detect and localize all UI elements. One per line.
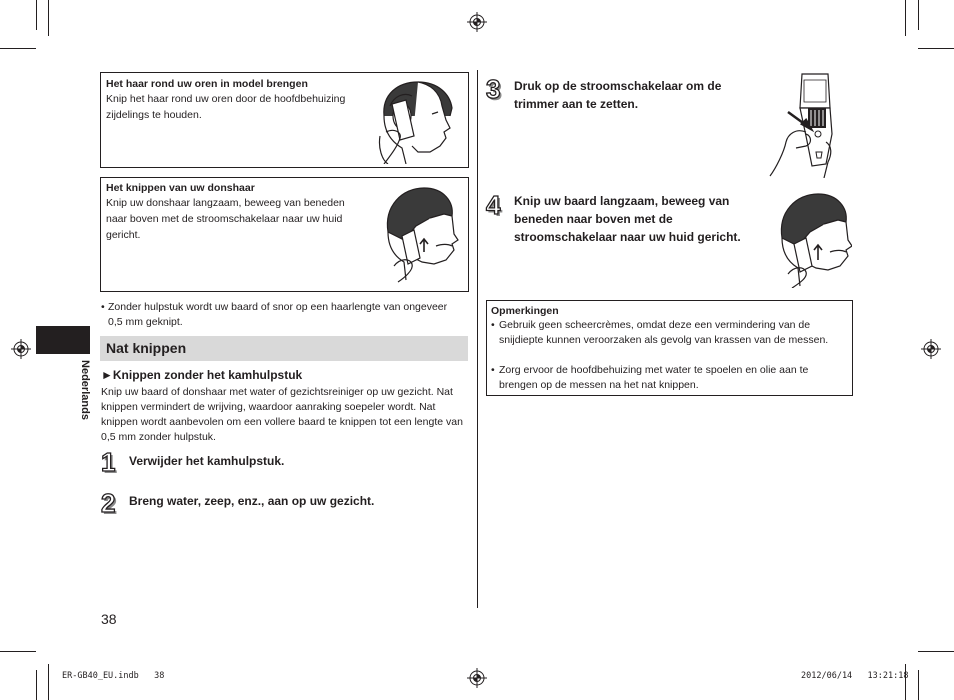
notes-item: Gebruik geen scheercrèmes, omdat deze een vermindering van de snijdiepte kunnen veroorzaken als gevolg van krassen van de messen.	[499, 319, 829, 346]
step-text: Verwijder het kamhulpstuk.	[129, 454, 285, 468]
tip-box-title: Het knippen van uw donshaar	[106, 182, 255, 194]
tip-box-body: Knip het haar rond uw oren door de hoofdbehuizing zijdelings te houden.	[106, 93, 346, 121]
column-divider	[477, 70, 478, 608]
step-text: Breng water, zeep, enz., aan op uw gezicht.	[129, 494, 375, 508]
crop-mark	[918, 48, 954, 49]
step-text: Druk op de stroomschakelaar om de trimmer aan te zetten.	[514, 79, 722, 111]
tip-box-body: Knip uw donshaar langzaam, beweeg van beneden naar boven met de stroomschakelaar naar uw huid gericht.	[106, 197, 345, 241]
crop-mark	[48, 664, 49, 700]
downy-hair-trimming-illustration	[374, 184, 462, 284]
beard-trimming-illustration	[768, 190, 852, 288]
crop-mark	[36, 0, 37, 30]
crop-mark	[918, 651, 954, 652]
notes-item: Zorg ervoor de hoofdbehuizing met water te spoelen en olie aan te brengen op de messen na het nat knippen.	[499, 364, 809, 391]
tip-box-title: Het haar rond uw oren in model brengen	[106, 78, 308, 90]
crop-mark	[905, 0, 906, 36]
page-number: 38	[101, 611, 117, 627]
crop-mark	[48, 0, 49, 36]
registration-mark-icon	[921, 339, 941, 359]
crop-mark	[36, 670, 37, 700]
step-number: 3	[486, 74, 501, 104]
section-title: Nat knippen	[106, 340, 187, 356]
registration-mark-icon	[11, 339, 31, 359]
crop-mark	[0, 48, 36, 49]
crop-mark	[918, 670, 919, 700]
ear-trimming-illustration	[372, 76, 462, 164]
registration-mark-icon	[467, 12, 487, 32]
footer-file: ER-GB40_EU.indb 38	[62, 671, 165, 681]
notes-bullet-dot: •	[491, 364, 495, 376]
crop-mark	[905, 664, 906, 700]
step-number: 2	[101, 488, 116, 518]
subheading: ►Knippen zonder het kamhulpstuk	[101, 368, 303, 382]
notes-title: Opmerkingen	[491, 305, 559, 317]
bullet-text: Zonder hulpstuk wordt uw baard of snor op een haarlengte van ongeveer 0,5 mm geknipt.	[108, 301, 448, 328]
step-number: 4	[486, 190, 501, 220]
crop-mark	[0, 651, 36, 652]
bullet-dot: •	[101, 301, 105, 313]
crop-mark	[918, 0, 919, 30]
language-tab-label: Nederlands	[79, 360, 91, 420]
step-text: Knip uw baard langzaam, beweeg van beneden naar boven met de stroomschakelaar naar uw huid gericht.	[514, 194, 741, 244]
footer-timestamp: 2012/06/14 13:21:18	[801, 671, 909, 681]
trimmer-power-switch-illustration	[766, 72, 840, 178]
notes-bullet-dot: •	[491, 319, 495, 331]
paragraph: Knip uw baard of donshaar met water of gezichtsreiniger op uw gezicht. Nat knippen vermindert de wrijving, waardoor aanraking soepeler wordt. Nat knippen wordt aanbevolen om een vollere baard te knippen tot een lengte van 0,5 mm zonder hulpstuk.	[101, 386, 463, 443]
registration-mark-icon	[467, 668, 487, 688]
step-number: 1	[101, 447, 116, 477]
